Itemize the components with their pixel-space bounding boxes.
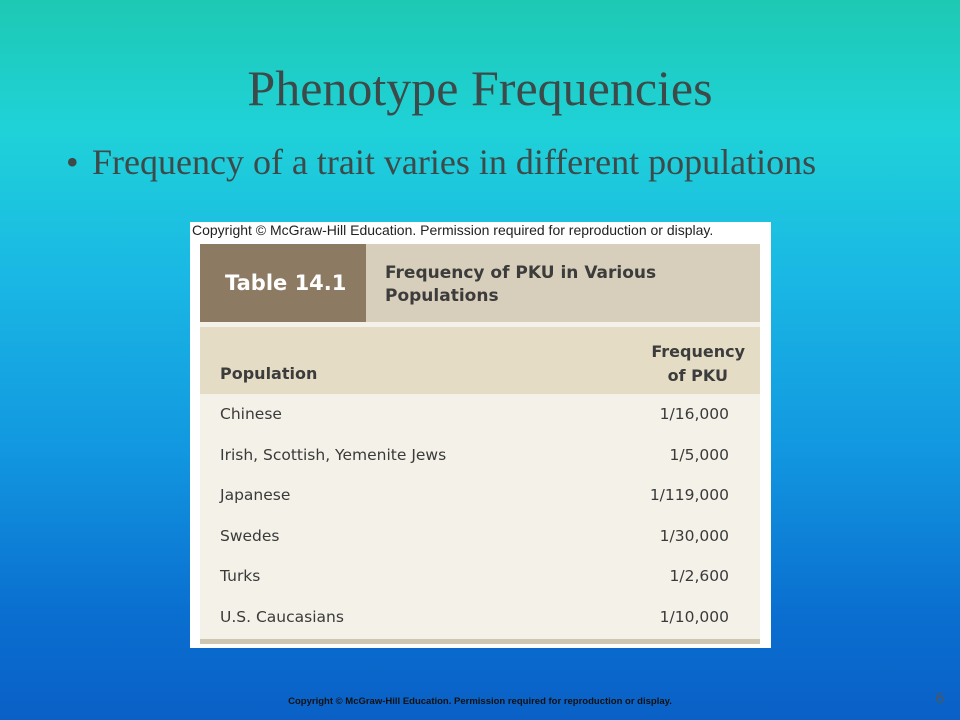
table-label: Table 14.1 — [200, 244, 366, 322]
table-bottom-rule — [200, 639, 760, 644]
footer-copyright: Copyright © McGraw-Hill Education. Permission required for reproduction or display. — [288, 696, 672, 707]
column-header-frequency-line1: Frequency — [651, 342, 745, 361]
figure-copyright: Copyright © McGraw-Hill Education. Permission required for reproduction or display. — [192, 222, 714, 238]
population-cell: U.S. Caucasians — [220, 607, 344, 626]
population-cell: Chinese — [220, 405, 282, 423]
frequency-cell: 1/2,600 — [669, 567, 729, 586]
table-header — [200, 244, 760, 322]
frequency-cell: 1/16,000 — [659, 405, 729, 423]
bullet-item — [66, 140, 816, 184]
slide-title: Phenotype Frequencies — [247, 60, 713, 116]
frequency-cell: 1/119,000 — [649, 486, 729, 505]
column-header-population: Population — [220, 364, 318, 383]
population-cell: Irish, Scottish, Yemenite Jews — [220, 445, 447, 464]
column-header-frequency — [615, 340, 745, 388]
table-row — [200, 556, 760, 597]
table-row — [200, 394, 760, 435]
bullet-text: Frequency of a trait varies in different populations — [92, 142, 817, 182]
table-row — [200, 516, 760, 557]
column-header-row — [200, 327, 760, 394]
table-figure — [190, 222, 771, 648]
frequency-cell: 1/10,000 — [659, 607, 729, 626]
page-number: 6 — [935, 690, 944, 707]
table-row — [200, 597, 760, 638]
table-caption: Frequency of PKU in Various Populations — [385, 263, 657, 306]
population-cell: Japanese — [220, 486, 291, 505]
table-body — [200, 394, 760, 638]
frequency-cell: 1/5,000 — [669, 445, 729, 464]
column-header-frequency-line2: of PKU — [667, 366, 728, 385]
frequency-cell: 1/30,000 — [659, 526, 729, 545]
pku-table — [200, 244, 760, 644]
bullet-marker: • — [66, 142, 79, 182]
population-cell: Swedes — [220, 526, 280, 545]
table-row — [200, 435, 760, 476]
table-row — [200, 475, 760, 516]
population-cell: Turks — [220, 567, 261, 586]
